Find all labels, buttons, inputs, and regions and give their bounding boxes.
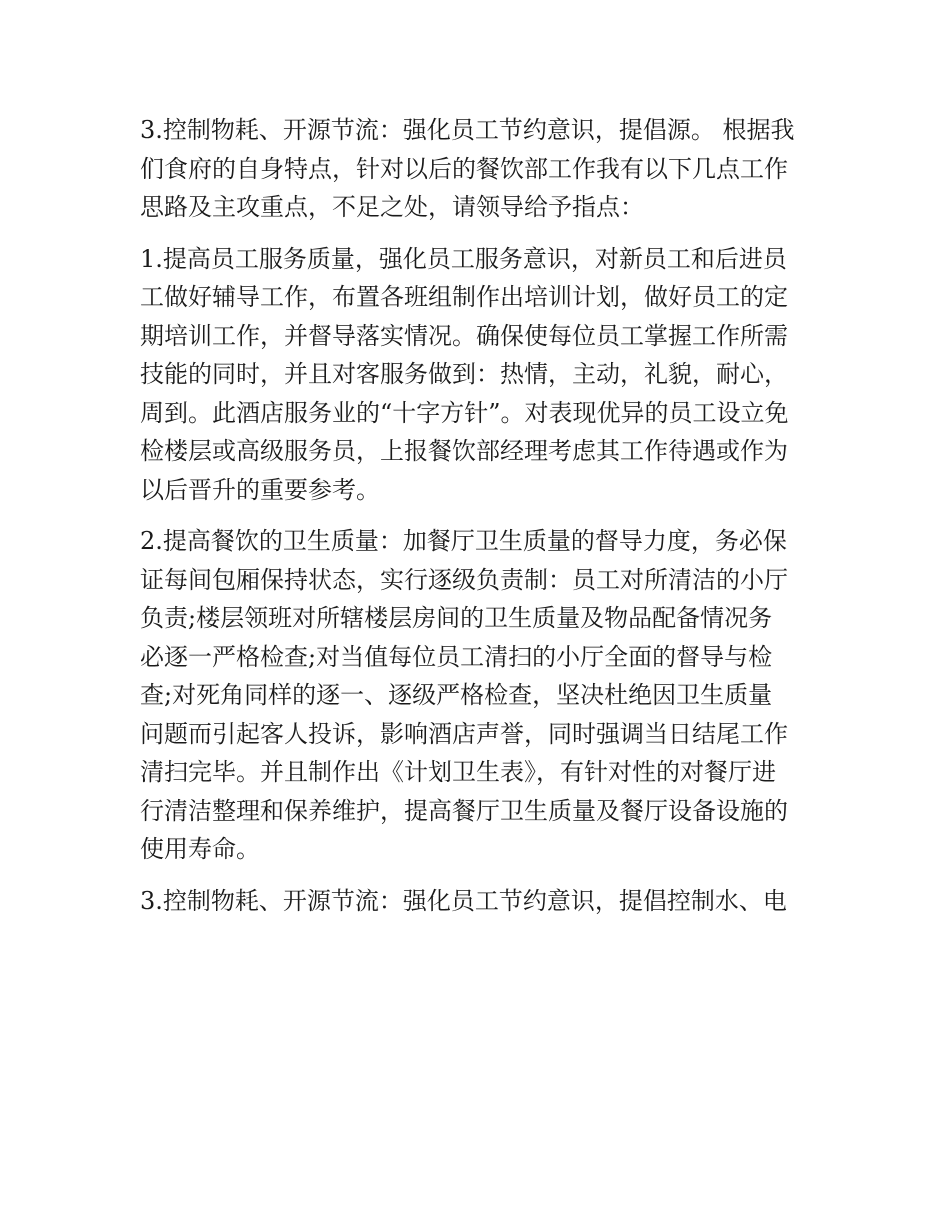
text-line: 们食府的自身特点，针对以后的餐饮部工作我有以下几点工作 (140, 154, 788, 183)
text-line: 必逐一严格检查;对当值每位员工清扫的小厅全面的督导与检 (140, 642, 773, 671)
text-line: 查;对死角同样的逐一、逐级严格检查，坚决杜绝因卫生质量 (140, 681, 773, 709)
text-line: 使用寿命。 (140, 835, 260, 863)
text-line: 行清洁整理和保养维护，提高餐厅卫生质量及餐厅设备设施的 (140, 796, 788, 825)
document-body (140, 111, 820, 920)
text-line: 负责;楼层领班对所辖楼层房间的卫生质量及物品配备情况务 (140, 604, 773, 632)
paragraph-gap (140, 227, 820, 240)
text-line: 清扫完毕。并且制作出《计划卫生表》，有针对性的对餐厅进 (140, 758, 776, 786)
text-line: 问题而引起客人投诉，影响酒店声誉，同时强调当日结尾工作 (140, 719, 788, 748)
text-line: 1.提高员工服务质量，强化员工服务意识，对新员工和后进员 (140, 244, 787, 273)
paragraph-gap (140, 869, 820, 882)
text-line: 思路及主攻重点，不足之处，请领导给予指点： (140, 193, 644, 221)
text-line: 证每间包厢保持状态，实行逐级负责制：员工对所清洁的小厅 (140, 565, 788, 594)
text-line: 3.控制物耗、开源节流：强化员工节约意识，提倡源。 根据我 (140, 116, 795, 144)
text-line: 周到。此酒店服务业的“十字方针”。对表现优异的员工设立免 (140, 398, 789, 427)
paragraph-gap (140, 509, 820, 522)
text-line: 2.提高餐饮的卫生质量：加餐厅卫生质量的督导力度，务必保 (140, 527, 787, 555)
text-line: 技能的同时，并且对客服务做到：热情，主动，礼貌，耐心， (140, 360, 788, 388)
text-line: 以后晋升的重要参考。 (140, 475, 380, 504)
text-line: 期培训工作，并督导落实情况。确保使每位员工掌握工作所需 (140, 321, 788, 350)
text-line: 3.控制物耗、开源节流：强化员工节约意识，提倡控制水、电 (140, 886, 787, 915)
text-line: 检楼层或高级服务员，上报餐饮部经理考虑其工作待遇或作为 (140, 437, 788, 465)
text-line: 工做好辅导工作，布置各班组制作出培训计划，做好员工的定 (140, 283, 788, 311)
